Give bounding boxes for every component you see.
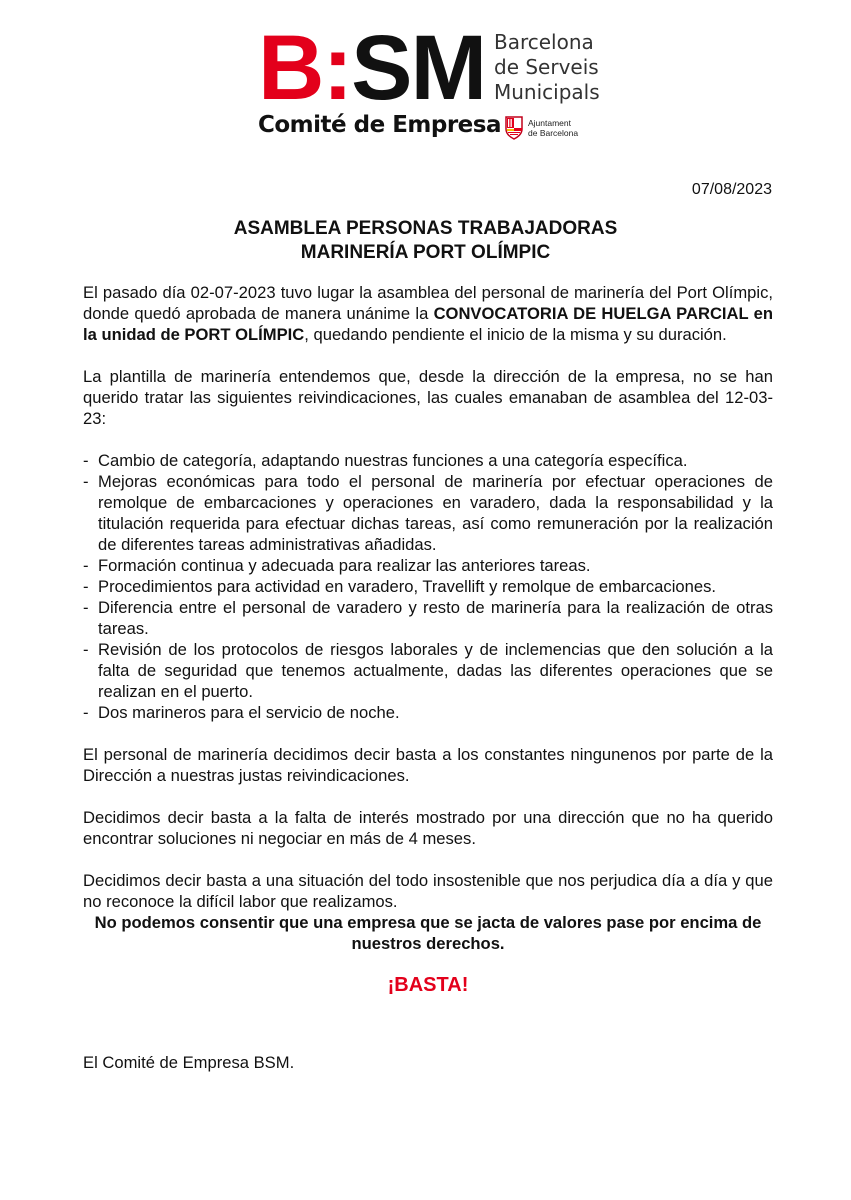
paragraph-assembly-pre: El pasado día 02-07-2023 tuvo lugar la asamblea del personal de marinería del Port Olímpic, donde quedó aprobada de manera unánime la [83, 283, 773, 323]
document-date: 07/08/2023 [691, 181, 772, 198]
title-line: MARINERÍA PORT OLÍMPIC [300, 242, 551, 263]
basta-slogan: ¡BASTA! [387, 974, 469, 996]
ajuntament-line: de Barcelona [528, 128, 579, 138]
closing-statement: No podemos consentir que una empresa que se jacta de valores pase por encima de nuestros derechos. [94, 913, 762, 953]
paragraph-demands-intro: La plantilla de marinería entendemos que, desde la dirección de la empresa, no se han querido tratar las siguientes reivindicaciones, las cuales emanaban de asamblea del 12-03-23: [83, 367, 773, 428]
ajuntament-logo [504, 116, 594, 142]
logo-mark [258, 17, 486, 119]
demand-item: - Diferencia entre el personal de varadero y resto de marinería para la realización de otras tareas. [83, 597, 773, 639]
demand-item: - Formación continua y adecuada para realizar las anteriores tareas. [83, 555, 773, 576]
strike-announcement: CONVOCATORIA DE HUELGA PARCIAL en la unidad de PORT OLÍMPIC [83, 304, 773, 344]
paragraph-enough-3: Decidimos decir basta a una situación del todo insostenible que nos perjudica día a día y que no reconoce la difícil labor que realizamos. [83, 871, 773, 911]
demands-list [83, 450, 773, 723]
committee-label: Comité de Empresa [258, 112, 501, 138]
paragraph-assembly-post: , quedando pendiente el inicio de la misma y su duración. [304, 325, 727, 344]
logo-name-line: Barcelona [494, 30, 594, 54]
demand-item: - Mejoras económicas para todo el personal de marinería por efectuar operaciones de remolque de embarcaciones y operaciones en varadero, dada la responsabilidad y la titulación requerida para efectuar dichas tareas, así como remuneración por la realización de diferentes tareas administrativas añadidas. [83, 471, 773, 555]
paragraph-assembly [83, 282, 773, 345]
logo-name-line: de Serveis [494, 55, 599, 79]
paragraph-enough-1: El personal de marinería decidimos decir basta a los constantes ningunenos por parte de la Dirección a nuestras justas reivindicaciones. [83, 745, 773, 785]
signature: El Comité de Empresa BSM. [83, 1053, 295, 1072]
logo-mark-b: B [258, 17, 323, 119]
bsm-logo [258, 17, 600, 148]
demand-item: - Revisión de los protocolos de riesgos laborales y de inclemencias que den solución a la falta de seguridad que tenemos actualmente, dadas las diferentes operaciones que se realizan en el puerto. [83, 639, 773, 702]
barcelona-shield-icon [504, 116, 524, 140]
logo-company-name [494, 30, 600, 105]
logo-mark-sm: SM [351, 17, 486, 119]
logo-name-line: Municipals [494, 80, 600, 104]
demand-item: - Cambio de categoría, adaptando nuestras funciones a una categoría específica. [83, 450, 773, 471]
title-line: ASAMBLEA PERSONAS TRABAJADORAS [233, 218, 618, 239]
demand-item: - Procedimientos para actividad en varadero, Travellift y remolque de embarcaciones. [83, 576, 773, 597]
document-title [0, 217, 851, 265]
logo-mark-colon: : [322, 17, 352, 119]
ajuntament-text [528, 118, 578, 138]
ajuntament-line: Ajuntament [528, 118, 571, 128]
document-body [83, 282, 773, 1094]
paragraph-enough-2: Decidimos decir basta a la falta de interés mostrado por una dirección que no ha querido encontrar soluciones ni negociar en más de 4 meses. [83, 808, 773, 848]
demand-item: - Dos marineros para el servicio de noche. [83, 702, 773, 723]
